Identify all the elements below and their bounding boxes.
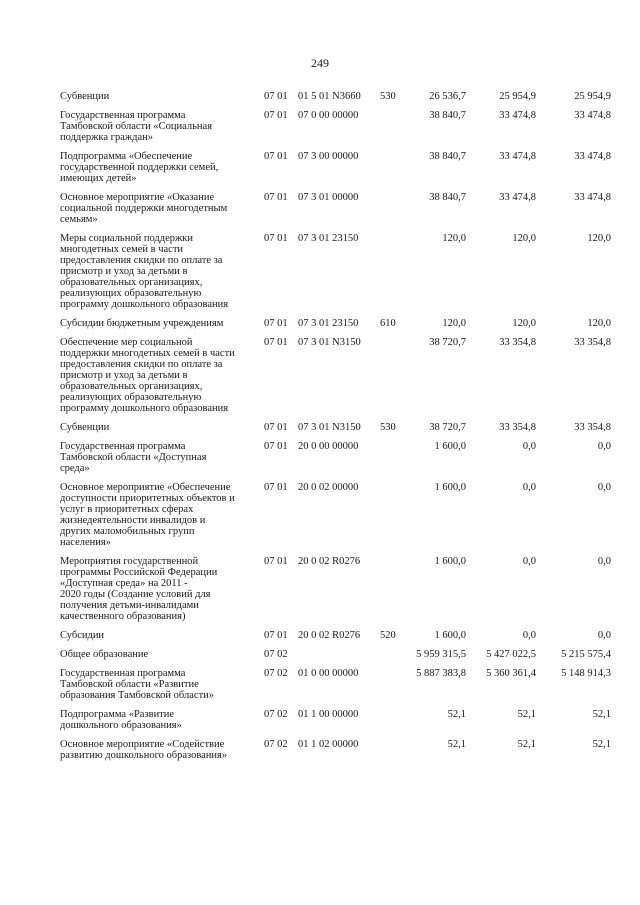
amount-year-3: 120,0	[587, 318, 611, 329]
row-name: Общее образование	[60, 649, 149, 660]
amount-year-2: 0,0	[522, 556, 536, 567]
target-article-code: 01 1 00 00000	[298, 709, 359, 720]
amount-year-3: 33 474,8	[574, 110, 611, 121]
amount-year-1: 120,0	[442, 318, 466, 329]
row-name: Обеспечение мер социальной поддержки многодетных семей в части предоставления скидки по оплате за присмотр и уход за детьми в образовательных организациях, реализующих образовательную программу дошкольного образования	[60, 337, 235, 414]
section-code: 07 02	[264, 739, 288, 750]
amount-year-3: 52,1	[592, 739, 611, 750]
row-name: Государственная программа Тамбовской области «Развитие образования Тамбовской области»	[60, 668, 215, 701]
table-row	[60, 707, 616, 733]
amount-year-3: 5 148 914,3	[561, 668, 611, 679]
amount-year-3: 0,0	[597, 556, 611, 567]
section-code: 07 02	[264, 709, 288, 720]
amount-year-2: 33 474,8	[499, 151, 536, 162]
amount-year-3: 0,0	[597, 441, 611, 452]
amount-year-2: 33 354,8	[499, 337, 536, 348]
target-article-code: 01 1 02 00000	[298, 739, 359, 750]
row-name: Субвенции	[60, 422, 110, 433]
section-code: 07 01	[264, 233, 288, 244]
table-row	[60, 108, 616, 145]
expense-type-code: 530	[380, 91, 396, 102]
amount-year-2: 33 354,8	[499, 422, 536, 433]
expense-type-code: 610	[380, 318, 396, 329]
amount-year-1: 38 840,7	[429, 151, 466, 162]
section-code: 07 01	[264, 151, 288, 162]
amount-year-1: 38 720,7	[429, 337, 466, 348]
target-article-code: 20 0 02 00000	[298, 482, 359, 493]
amount-year-1: 38 840,7	[429, 110, 466, 121]
amount-year-1: 52,1	[447, 739, 466, 750]
row-name: Основное мероприятие «Обеспечение доступности приоритетных объектов и услуг в приоритетных сферах жизнедеятельности инвалидов и других маломобильных групп населения»	[60, 482, 235, 548]
target-article-code: 20 0 02 R0276	[298, 630, 361, 641]
amount-year-1: 38 840,7	[429, 192, 466, 203]
row-name: Субвенции	[60, 91, 110, 102]
amount-year-1: 5 959 315,5	[416, 649, 466, 660]
target-article-code: 01 0 00 00000	[298, 668, 359, 679]
amount-year-3: 33 354,8	[574, 422, 611, 433]
section-code: 07 01	[264, 91, 288, 102]
table-row	[60, 190, 616, 227]
section-code: 07 01	[264, 630, 288, 641]
amount-year-3: 25 954,9	[574, 91, 611, 102]
table-row	[60, 666, 616, 703]
section-code: 07 01	[264, 422, 288, 433]
table-row	[60, 480, 616, 550]
section-code: 07 01	[264, 441, 288, 452]
target-article-code: 07 3 01 N3150	[298, 422, 361, 433]
section-code: 07 01	[264, 192, 288, 203]
section-code: 07 01	[264, 110, 288, 121]
amount-year-2: 52,1	[517, 709, 536, 720]
row-name: Подпрограмма «Обеспечение государственной поддержки семей, имеющих детей»	[60, 151, 219, 184]
row-name: Субсидии бюджетным учреждениям	[60, 318, 224, 329]
amount-year-1: 26 536,7	[429, 91, 466, 102]
row-name: Меры социальной поддержки многодетных семей в части предоставления скидки по оплате за присмотр и уход за детьми в образовательных организациях, реализующих образовательную программу дошкольного образования	[60, 233, 229, 310]
target-article-code: 07 3 01 23150	[298, 318, 359, 329]
table-row	[60, 231, 616, 312]
table-row	[60, 737, 616, 763]
amount-year-2: 33 474,8	[499, 110, 536, 121]
amount-year-2: 33 474,8	[499, 192, 536, 203]
amount-year-2: 0,0	[522, 482, 536, 493]
amount-year-1: 120,0	[442, 233, 466, 244]
amount-year-2: 25 954,9	[499, 91, 536, 102]
target-article-code: 20 0 02 R0276	[298, 556, 361, 567]
amount-year-2: 120,0	[512, 318, 536, 329]
amount-year-1: 1 600,0	[434, 482, 466, 493]
amount-year-3: 33 474,8	[574, 151, 611, 162]
amount-year-3: 120,0	[587, 233, 611, 244]
row-name: Государственная программа Тамбовской области «Доступная среда»	[60, 441, 207, 474]
target-article-code: 01 5 01 N3660	[298, 91, 361, 102]
budget-table	[60, 89, 616, 763]
row-name: Мероприятия государственной программы Российской Федерации «Доступная среда» на 2011 - 2020 годы (Создание условий для получения детьми-инвалидами качественного образования)	[60, 556, 218, 622]
amount-year-1: 5 887 383,8	[416, 668, 466, 679]
table-row	[60, 420, 616, 435]
amount-year-2: 5 360 361,4	[486, 668, 536, 679]
amount-year-2: 5 427 022,5	[486, 649, 536, 660]
section-code: 07 01	[264, 556, 288, 567]
amount-year-3: 0,0	[597, 630, 611, 641]
table-row	[60, 149, 616, 186]
row-name: Подпрограмма «Развитие дошкольного образования»	[60, 709, 182, 731]
amount-year-2: 52,1	[517, 739, 536, 750]
amount-year-1: 1 600,0	[434, 630, 466, 641]
table-row	[60, 316, 616, 331]
row-name: Основное мероприятие «Оказание социальной поддержки многодетным семьям»	[60, 192, 228, 225]
amount-year-2: 0,0	[522, 630, 536, 641]
amount-year-1: 1 600,0	[434, 556, 466, 567]
table-row	[60, 628, 616, 643]
expense-type-code: 520	[380, 630, 396, 641]
amount-year-3: 5 215 575,4	[561, 649, 611, 660]
table-row	[60, 439, 616, 476]
section-code: 07 01	[264, 318, 288, 329]
row-name: Государственная программа Тамбовской области «Социальная поддержка граждан»	[60, 110, 213, 143]
amount-year-1: 38 720,7	[429, 422, 466, 433]
table-row	[60, 554, 616, 624]
amount-year-3: 52,1	[592, 709, 611, 720]
amount-year-2: 120,0	[512, 233, 536, 244]
section-code: 07 01	[264, 337, 288, 348]
expense-type-code: 530	[380, 422, 396, 433]
amount-year-3: 33 474,8	[574, 192, 611, 203]
table-row	[60, 89, 616, 104]
amount-year-1: 52,1	[447, 709, 466, 720]
table-row	[60, 335, 616, 416]
section-code: 07 02	[264, 668, 288, 679]
target-article-code: 07 3 01 23150	[298, 233, 359, 244]
amount-year-1: 1 600,0	[434, 441, 466, 452]
amount-year-2: 0,0	[522, 441, 536, 452]
amount-year-3: 0,0	[597, 482, 611, 493]
target-article-code: 07 3 00 00000	[298, 151, 359, 162]
target-article-code: 07 0 00 00000	[298, 110, 359, 121]
target-article-code: 07 3 01 N3150	[298, 337, 361, 348]
page-number: 249	[311, 56, 329, 70]
section-code: 07 02	[264, 649, 288, 660]
section-code: 07 01	[264, 482, 288, 493]
row-name: Субсидии	[60, 630, 105, 641]
amount-year-3: 33 354,8	[574, 337, 611, 348]
target-article-code: 20 0 00 00000	[298, 441, 359, 452]
row-name: Основное мероприятие «Содействие развитию дошкольного образования»	[60, 739, 228, 761]
table-row	[60, 647, 616, 662]
target-article-code: 07 3 01 00000	[298, 192, 359, 203]
